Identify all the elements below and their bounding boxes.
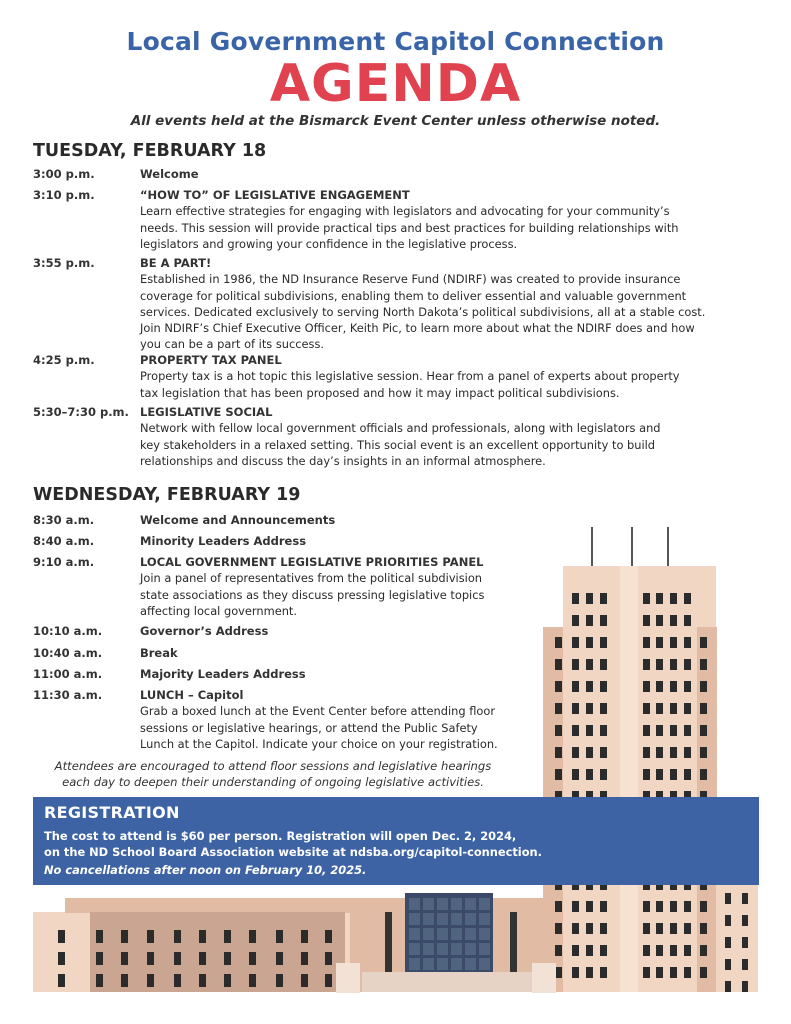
tuesday-heading: TUESDAY, FEBRUARY 18 <box>33 141 267 161</box>
tower-window <box>656 747 663 758</box>
tower-window <box>600 659 607 670</box>
glass-pane <box>423 928 434 940</box>
tower-window <box>586 725 593 736</box>
wing-window <box>742 981 748 992</box>
tower-window <box>684 725 691 736</box>
tower-window <box>572 593 579 604</box>
glass-pane <box>465 928 476 940</box>
tower-window <box>572 945 579 956</box>
glass-pane <box>451 943 462 955</box>
glass-pane <box>437 913 448 925</box>
low-building-window <box>249 930 256 943</box>
registration-cost: The cost to attend is $60 per person. Registration will open Dec. 2, 2024, <box>44 829 517 843</box>
wing-window <box>725 981 731 992</box>
tower-window <box>600 681 607 692</box>
low-building-window <box>224 974 231 987</box>
low-building-window <box>58 952 65 965</box>
agenda-description-line: Property tax is a hot topic this legislative session. Hear from a panel of experts about property <box>140 369 680 384</box>
antenna <box>591 527 593 567</box>
agenda-description-line: Network with fellow local government officials and professionals, along with legislators and <box>140 421 661 436</box>
glass-pane <box>465 913 476 925</box>
tower-window <box>643 615 650 626</box>
agenda-title: BE A PART! <box>140 256 212 270</box>
agenda-description-line: tax legislation that has been proposed and how it may impact political subdivisions. <box>140 385 620 400</box>
agenda-time: 9:10 a.m. <box>33 555 95 569</box>
wing-window <box>725 893 731 904</box>
tower-window <box>670 747 677 758</box>
glass-pane <box>423 958 434 970</box>
tower-window <box>572 681 579 692</box>
tower-window <box>643 747 650 758</box>
tower-window <box>670 593 677 604</box>
tower-window <box>555 703 562 714</box>
tower-window <box>656 725 663 736</box>
low-building-window <box>301 952 308 965</box>
tower-window <box>643 945 650 956</box>
low-building-window <box>96 952 103 965</box>
tower-window <box>670 703 677 714</box>
wing-window <box>725 937 731 948</box>
tower-window <box>643 725 650 736</box>
tower-window <box>643 681 650 692</box>
glass-pane <box>465 958 476 970</box>
low-building-window <box>249 974 256 987</box>
glass-pane <box>423 943 434 955</box>
agenda-time: 3:00 p.m. <box>33 167 95 181</box>
tower-window <box>670 615 677 626</box>
low-building-window <box>199 930 206 943</box>
wing-window <box>725 959 731 970</box>
tower-window <box>656 945 663 956</box>
agenda-description-line: you can be a part of its success. <box>140 337 325 352</box>
tower-window <box>572 637 579 648</box>
tower-window <box>656 967 663 978</box>
agenda-description-line: affecting local government. <box>140 603 298 618</box>
low-building-window <box>249 952 256 965</box>
tower-window <box>684 637 691 648</box>
tower-window <box>600 945 607 956</box>
low-building-window <box>325 974 332 987</box>
tower-window <box>572 747 579 758</box>
low-building-window <box>325 952 332 965</box>
agenda-description-line: sessions or legislative hearings, or attend the Public Safety <box>140 720 478 735</box>
low-building-window <box>58 930 65 943</box>
tower-window <box>684 923 691 934</box>
tower-window <box>643 923 650 934</box>
tower-window <box>684 769 691 780</box>
tower-window <box>670 769 677 780</box>
low-building-window <box>276 974 283 987</box>
agenda-heading: AGENDA <box>269 54 522 114</box>
attendance-note-line-1: Attendees are encouraged to attend floor sessions and legislative hearings <box>54 759 492 773</box>
low-building-window <box>121 974 128 987</box>
agenda-description-line: services. Dedicated exclusively to serving North Dakota’s political subdivisions, all at a stable cost. <box>140 304 706 319</box>
steps-right <box>532 963 556 993</box>
venue-note: All events held at the Bismarck Event Center unless otherwise noted. <box>130 113 661 129</box>
tower-window <box>656 593 663 604</box>
agenda-time: 11:30 a.m. <box>33 688 103 702</box>
tower-window <box>700 637 707 648</box>
low-building-window <box>224 930 231 943</box>
front-steps <box>362 972 532 992</box>
low-building-window <box>147 974 154 987</box>
agenda-description-line: Join a panel of representatives from the political subdivision <box>140 571 483 586</box>
capitol-tower <box>543 527 758 992</box>
tower-window <box>700 725 707 736</box>
tower-window <box>684 945 691 956</box>
tower-window <box>586 923 593 934</box>
tower-window <box>670 659 677 670</box>
agenda-time: 8:40 a.m. <box>33 534 95 548</box>
glass-pane <box>479 943 490 955</box>
tower-window <box>684 901 691 912</box>
cancellation-policy: No cancellations after noon on February 10, 2025. <box>44 863 367 877</box>
tower-window <box>555 769 562 780</box>
low-building-window <box>174 930 181 943</box>
capitol-low-building <box>33 893 556 993</box>
antenna <box>631 527 633 567</box>
tower-window <box>700 769 707 780</box>
tower-window <box>572 967 579 978</box>
low-building-window <box>276 930 283 943</box>
tower-window <box>600 637 607 648</box>
tower-window <box>643 769 650 780</box>
glass-pane <box>479 898 490 910</box>
tower-window <box>700 901 707 912</box>
tower-window <box>670 725 677 736</box>
agenda-title: “HOW TO” OF LEGISLATIVE ENGAGEMENT <box>140 188 410 202</box>
agenda-description-line: Lunch at the Capitol. Indicate your choice on your registration. <box>140 736 498 751</box>
wing-window <box>742 937 748 948</box>
agenda-title: LEGISLATIVE SOCIAL <box>140 405 273 419</box>
glass-pane <box>409 958 420 970</box>
tower-window <box>643 967 650 978</box>
agenda-time: 11:00 a.m. <box>33 667 103 681</box>
event-title: Local Government Capitol Connection <box>126 27 665 56</box>
agenda-title: Governor’s Address <box>140 624 269 638</box>
tower-window <box>684 747 691 758</box>
tower-center-strip <box>620 566 638 628</box>
tower-window <box>684 615 691 626</box>
tower-window <box>643 659 650 670</box>
agenda-description-line: Join NDIRF’s Chief Executive Officer, Keith Pic, to learn more about what the NDIRF does and how <box>140 321 695 336</box>
agenda-title: LUNCH – Capitol <box>140 688 244 702</box>
tower-window <box>586 967 593 978</box>
tower-window <box>670 923 677 934</box>
glass-pane <box>409 928 420 940</box>
tower-window <box>555 681 562 692</box>
tower-window <box>586 637 593 648</box>
tower-window <box>600 615 607 626</box>
glass-pane <box>451 898 462 910</box>
agenda-description-line: coverage for political subdivisions, enabling them to deliver essential and valuable government <box>140 288 687 303</box>
tower-window <box>670 901 677 912</box>
tower-window <box>600 703 607 714</box>
registration-website[interactable]: on the ND School Board Association website at ndsba.org/capitol-connection. <box>44 845 542 859</box>
tower-window <box>700 681 707 692</box>
entrance-pillar <box>385 912 392 974</box>
glass-pane <box>409 898 420 910</box>
tower-window <box>555 923 562 934</box>
tower-window <box>586 769 593 780</box>
agenda-title: Welcome <box>140 167 199 181</box>
tower-window <box>656 901 663 912</box>
agenda-title: LOCAL GOVERNMENT LEGISLATIVE PRIORITIES PANEL <box>140 555 484 569</box>
tower-upper <box>563 566 716 628</box>
tower-window <box>684 681 691 692</box>
tower-window <box>572 769 579 780</box>
glass-pane <box>437 943 448 955</box>
tower-window <box>700 923 707 934</box>
glass-pane <box>465 898 476 910</box>
tower-window <box>600 769 607 780</box>
agenda-description-line: relationships and discuss the day’s insights in an informal atmosphere. <box>140 453 546 468</box>
low-building-window <box>301 930 308 943</box>
wing-window <box>742 893 748 904</box>
tower-window <box>555 967 562 978</box>
tower-window <box>656 703 663 714</box>
attendance-note-line-2: each day to deepen their understanding of ongoing legislative activities. <box>62 775 484 789</box>
low-building-window <box>147 952 154 965</box>
low-building-window <box>301 974 308 987</box>
low-building-window <box>121 952 128 965</box>
glass-pane <box>479 928 490 940</box>
agenda-title: PROPERTY TAX PANEL <box>140 353 282 367</box>
low-building-window <box>58 974 65 987</box>
tower-window <box>684 659 691 670</box>
tower-window <box>586 615 593 626</box>
tower-window <box>555 637 562 648</box>
tower-side-wing <box>716 883 758 992</box>
glass-pane <box>479 958 490 970</box>
glass-pane <box>409 913 420 925</box>
steps-left <box>336 963 360 993</box>
tower-window <box>643 901 650 912</box>
tower-window <box>670 681 677 692</box>
tower-window <box>643 637 650 648</box>
tower-window <box>555 659 562 670</box>
glass-pane <box>437 898 448 910</box>
attendance-note <box>33 758 513 790</box>
agenda-time: 5:30–7:30 p.m. <box>33 405 129 419</box>
entrance-pillar <box>510 912 517 974</box>
tower-window <box>572 923 579 934</box>
wednesday-heading: WEDNESDAY, FEBRUARY 19 <box>33 485 301 505</box>
registration-box <box>33 797 759 885</box>
tower-window <box>656 615 663 626</box>
tower-window <box>586 747 593 758</box>
tower-window <box>684 703 691 714</box>
low-building-window <box>96 974 103 987</box>
low-building-window <box>276 952 283 965</box>
tower-window <box>586 593 593 604</box>
tower-window <box>643 593 650 604</box>
tower-window <box>600 747 607 758</box>
agenda-title: Majority Leaders Address <box>140 667 306 681</box>
glass-pane <box>423 898 434 910</box>
tower-window <box>555 945 562 956</box>
tower-window <box>600 923 607 934</box>
agenda-description-line: key stakeholders in a relaxed setting. This social event is an excellent opportunity to build <box>140 437 656 452</box>
tower-window <box>700 747 707 758</box>
tower-window <box>670 967 677 978</box>
low-building-window <box>325 930 332 943</box>
tower-window <box>700 945 707 956</box>
tower-window <box>670 945 677 956</box>
tower-window <box>600 901 607 912</box>
agenda-description-line: Established in 1986, the ND Insurance Reserve Fund (NDIRF) was created to provide insurance <box>140 272 681 287</box>
glass-pane <box>451 958 462 970</box>
glass-pane <box>437 928 448 940</box>
tower-window <box>656 923 663 934</box>
tower-window <box>586 659 593 670</box>
tower-window <box>643 703 650 714</box>
tower-window <box>700 703 707 714</box>
glass-pane <box>409 943 420 955</box>
agenda-title: Minority Leaders Address <box>140 534 307 548</box>
registration-heading: REGISTRATION <box>44 803 180 822</box>
low-building-window <box>174 974 181 987</box>
tower-window <box>700 967 707 978</box>
tower-window <box>700 659 707 670</box>
agenda-time: 3:55 p.m. <box>33 256 95 270</box>
agenda-description-line: legislators and growing your confidence in the legislative process. <box>140 236 518 251</box>
glass-pane <box>479 913 490 925</box>
tower-window <box>555 725 562 736</box>
tower-window <box>555 901 562 912</box>
tower-window <box>572 659 579 670</box>
glass-pane <box>465 943 476 955</box>
tower-window <box>684 593 691 604</box>
tower-window <box>670 637 677 648</box>
low-building-window <box>199 952 206 965</box>
glass-pane <box>451 913 462 925</box>
tower-window <box>600 967 607 978</box>
glass-pane <box>423 913 434 925</box>
tower-window <box>586 703 593 714</box>
tower-window <box>656 681 663 692</box>
low-building-window <box>174 952 181 965</box>
tower-window <box>656 637 663 648</box>
glass-pane <box>451 928 462 940</box>
low-building-window <box>147 930 154 943</box>
tower-window <box>572 703 579 714</box>
agenda-title: Welcome and Announcements <box>140 513 336 527</box>
low-building-window <box>121 930 128 943</box>
agenda-time: 10:40 a.m. <box>33 646 103 660</box>
low-building-window <box>199 974 206 987</box>
agenda-time: 4:25 p.m. <box>33 353 95 367</box>
agenda-time: 10:10 a.m. <box>33 624 103 638</box>
agenda-description-line: needs. This session will provide practical tips and best practices for building relationships with <box>140 220 679 235</box>
agenda-time: 8:30 a.m. <box>33 513 95 527</box>
agenda-title: Break <box>140 646 178 660</box>
low-building-roof <box>65 898 350 913</box>
tower-window <box>572 901 579 912</box>
tower-window <box>586 901 593 912</box>
tower-window <box>600 725 607 736</box>
tower-window <box>586 681 593 692</box>
tower-window <box>572 725 579 736</box>
low-building-window <box>224 952 231 965</box>
glass-pane <box>437 958 448 970</box>
tower-window <box>586 945 593 956</box>
tower-window <box>684 967 691 978</box>
agenda-time: 3:10 p.m. <box>33 188 95 202</box>
agenda-description-line: state associations as they discuss pressing legislative topics <box>140 587 485 602</box>
tower-window <box>656 769 663 780</box>
antenna <box>667 527 669 567</box>
wing-window <box>742 959 748 970</box>
tower-window <box>572 615 579 626</box>
tower-window <box>600 593 607 604</box>
tower-window <box>656 659 663 670</box>
wing-window <box>742 915 748 926</box>
agenda-description-line: Grab a boxed lunch at the Event Center before attending floor <box>140 704 496 719</box>
tower-window <box>555 747 562 758</box>
agenda-description-line: Learn effective strategies for engaging with legislators and advocating for your community’s <box>140 204 670 219</box>
low-building-window <box>96 930 103 943</box>
wing-window <box>725 915 731 926</box>
